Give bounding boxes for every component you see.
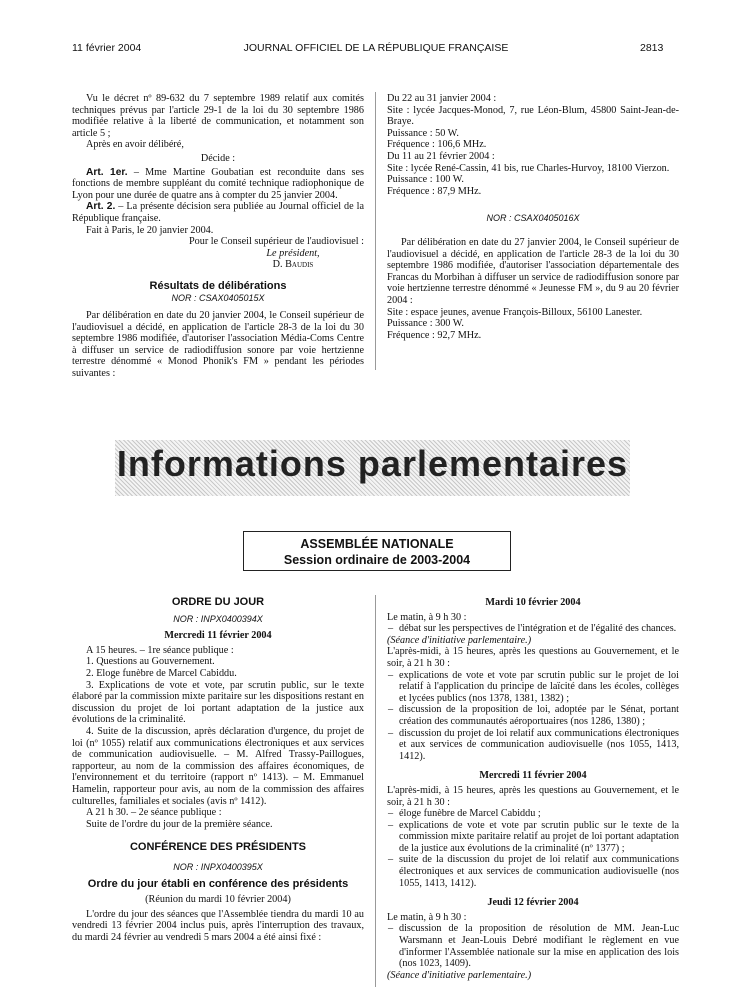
nor-3: NOR : INPX0400394X xyxy=(173,613,263,624)
periode-1: Du 22 au 31 janvier 2004 : xyxy=(387,93,497,104)
president-label: Le président, xyxy=(266,247,320,259)
art1-label: Art. 1er. xyxy=(86,166,128,178)
mardi-title: Mardi 10 février 2004 xyxy=(485,597,581,608)
mercredi-title-right: Mercredi 11 février 2004 xyxy=(479,770,587,782)
fait-a-paris: Fait à Paris, le 20 janvier 2004. xyxy=(86,224,214,236)
puissance-2: Puissance : 100 W. xyxy=(387,174,464,186)
list-item: – discussion de la proposition de résolution de MM. Jean-Luc Warsmann et Jean-Louis Debré modifiant le règlement en vue d'informer l'Assemblée nationale sur la mise en application des lois (nos 1023, 1409). xyxy=(399,923,679,969)
art2-text: – La présente décision sera publiée au Journal officiel de la République française. xyxy=(72,201,365,224)
seance-15h: A 15 heures. – 1re séance publique : xyxy=(86,644,234,656)
list-item: – discussion de la proposition de loi, adoptée par le Sénat, portant création des communautés aéroportuaires (nos 1286, 1380) ; xyxy=(399,704,679,727)
art1-text: – Mme Martine Goubatian est reconduite dans ses fonctions de membre suppléant du comité technique radiophonique de Lyon pour une durée de quatre ans à compter du 25 janvier 2004. xyxy=(72,166,364,201)
signataire: D. Baudis xyxy=(272,259,314,271)
mardi-matin-list xyxy=(387,623,679,635)
nor-4: NOR : INPX0400395X xyxy=(173,861,263,872)
session-title: Session ordinaire de 2003-2004 xyxy=(283,553,471,567)
frequence-3: Fréquence : 92,7 MHz. xyxy=(387,329,482,341)
seance-21h30: A 21 h 30. – 2e séance publique : xyxy=(86,807,222,819)
header-date: 11 février 2004 xyxy=(72,42,142,54)
bottom-left-column xyxy=(72,597,364,943)
list-item: – explications de vote et vote par scrutin public sur le projet de loi relatif à l'application du principe de laïcité dans les écoles, collèges et lycées publics (nos 1378, 1381, 1382) ; xyxy=(399,670,679,705)
decide-label: Décide : xyxy=(200,152,236,164)
banner-title: Informations parlementaires xyxy=(116,443,629,484)
list-item: – discussion du projet de loi relatif aux communications électroniques et aux services de communication audiovisuelle (nos 1055, 1413, 1412). xyxy=(399,728,679,763)
jeudi-matin: Le matin, à 9 h 30 : xyxy=(387,911,467,923)
frequence-2: Fréquence : 87,9 MHz. xyxy=(387,185,482,197)
ordre-du-jour-title: ORDRE DU JOUR xyxy=(171,596,265,608)
mercredi-list xyxy=(387,808,679,889)
informations-parlementaires-banner xyxy=(115,440,630,496)
site-1: Site : lycée Jacques-Monod, 7, rue Léon-Blum, 45800 Saint-Jean-de-Braye. xyxy=(387,104,679,128)
suite-odj: Suite de l'ordre du jour de la première séance. xyxy=(86,818,273,830)
deliberation-2: Par délibération en date du 27 janvier 2004, le Conseil supérieur de l'audiovisuel a décidé, en application de l'article 28-3 de la loi du 30 septembre 1986 modifiée, d'autoriser l'association départementale des Francas du Morbihan à diffuser un service de radiodiffusion sonore par voie hertzienne terrestre dénommé « Jeunesse FM », du 9 au 20 février 2004 : xyxy=(387,236,679,306)
initiative-parlementaire-1: (Séance d'initiative parlementaire.) xyxy=(387,634,532,646)
pour-le-conseil: Pour le Conseil supérieur de l'audiovisuel : xyxy=(189,236,364,248)
mercredi-title-left: Mercredi 11 février 2004 xyxy=(164,630,272,642)
item-3: 3. Explications de vote et vote, par scrutin public, sur le texte élaboré par la commission mixte paritaire sur les dispositions restant en discussion du projet de loi portant adaptation de la justice aux évolutions de la criminalité. xyxy=(72,679,364,726)
bottom-right-column xyxy=(387,597,679,981)
column-divider-bottom xyxy=(375,595,376,987)
conference-title: CONFÉRENCE DES PRÉSIDENTS xyxy=(129,841,307,854)
apres-deliberation: Après en avoir délibéré, xyxy=(86,139,184,151)
mardi-matin: Le matin, à 9 h 30 : xyxy=(387,611,467,623)
site-3: Site : espace jeunes, avenue François-Billoux, 56100 Lanester. xyxy=(387,306,643,318)
assemblee-nationale-box xyxy=(243,531,511,571)
nor-2: NOR : CSAX0405016X xyxy=(486,213,580,224)
item-4: 4. Suite de la discussion, après déclaration d'urgence, du projet de loi (nº 1055) relatif aux communications électroniques et aux services de communication audiovisuelle. – M. Alfred Trassy-Paillogues, rapporteur, au nom de la commission des affaires économiques, de l'environnement et du territoire (rapport nº 1413). – M. Emmanuel Hamelin, rapporteur pour avis, au nom de la commission des affaires culturelles, familiales et sociales (avis nº 1412). xyxy=(72,725,364,807)
mercredi-apres-midi: L'après-midi, à 15 heures, après les questions au Gouvernement, et le soir, à 21 h 30 : xyxy=(387,784,679,808)
initiative-parlementaire-2: (Séance d'initiative parlementaire.) xyxy=(387,969,532,981)
column-divider-top xyxy=(375,92,376,370)
site-2: Site : lycée René-Cassin, 41 bis, rue Charles-Hurvoy, 18100 Vierzon. xyxy=(387,162,670,174)
mardi-apres-midi: L'après-midi, à 15 heures, après les questions au Gouvernement, et le soir, à 21 h 30 : xyxy=(387,646,679,669)
resultats-title: Résultats de délibérations xyxy=(149,279,287,292)
page-number: 2813 xyxy=(640,42,664,54)
list-item: – éloge funèbre de Marcel Cabiddu ; xyxy=(399,808,679,820)
list-item: – suite de la discussion du projet de loi relatif aux communications électroniques et aux services de communication audiovisuelle (nos 1055, 1413, 1412). xyxy=(399,854,679,889)
frequence-1: Fréquence : 106,6 MHz. xyxy=(387,139,487,151)
periode-2: Du 11 au 21 février 2004 : xyxy=(387,150,495,162)
list-item: – explications de vote et vote par scrutin public sur le texte de la commission mixte paritaire relatif au projet de loi portant adaptation de la justice aux évolutions de la criminalité (nº 1377) ; xyxy=(399,820,679,855)
top-left-column xyxy=(72,93,364,380)
vu-paragraph: Vu le décret nº 89-632 du 7 septembre 1989 relatif aux comités techniques prévus par l'article 29-1 de la loi du 30 septembre 1986 modifiée relative à la liberté de communication, et notamment son article 5 ; xyxy=(72,93,364,139)
article-1 xyxy=(72,167,364,202)
reunion-date: (Réunion du mardi 10 février 2004) xyxy=(145,894,291,906)
article-2 xyxy=(72,201,364,224)
ordre-paragraph: L'ordre du jour des séances que l'Assemblée tiendra du mardi 10 au vendredi 13 février 2004 inclus puis, après l'interruption des travaux, du mardi 24 février au vendredi 5 mars 2004 a été ainsi fixé : xyxy=(72,908,364,943)
assemblee-title: ASSEMBLÉE NATIONALE xyxy=(300,537,454,551)
nor-1: NOR : CSAX0405015X xyxy=(171,292,265,303)
jeudi-title: Jeudi 12 février 2004 xyxy=(487,897,579,909)
odj-etabli-title: Ordre du jour établi en conférence des présidents xyxy=(87,878,349,891)
art2-label: Art. 2. xyxy=(86,201,116,213)
journal-title: JOURNAL OFFICIEL DE LA RÉPUBLIQUE FRANÇAISE xyxy=(243,42,509,54)
puissance-3: Puissance : 300 W. xyxy=(387,318,464,330)
puissance-1: Puissance : 50 W. xyxy=(387,127,459,139)
mardi-apres-midi-list xyxy=(387,670,679,763)
top-right-column xyxy=(387,93,679,341)
item-2: 2. Eloge funèbre de Marcel Cabiddu. xyxy=(86,667,237,679)
list-item: – débat sur les perspectives de l'intégration et de l'égalité des chances. xyxy=(399,623,679,635)
jeudi-list xyxy=(387,923,679,969)
item-1: 1. Questions au Gouvernement. xyxy=(86,656,215,668)
deliberation-1: Par délibération en date du 20 janvier 2004, le Conseil supérieur de l'audiovisuel a décidé, en application de l'article 28-3 de la loi du 30 septembre 1986 modifiée, d'autoriser l'association Média-Coms Centre à diffuser un service de radiodiffusion sonore par voie hertzienne terrestre dénommé « Monod Phonik's FM » pendant les périodes suivantes : xyxy=(72,310,364,380)
